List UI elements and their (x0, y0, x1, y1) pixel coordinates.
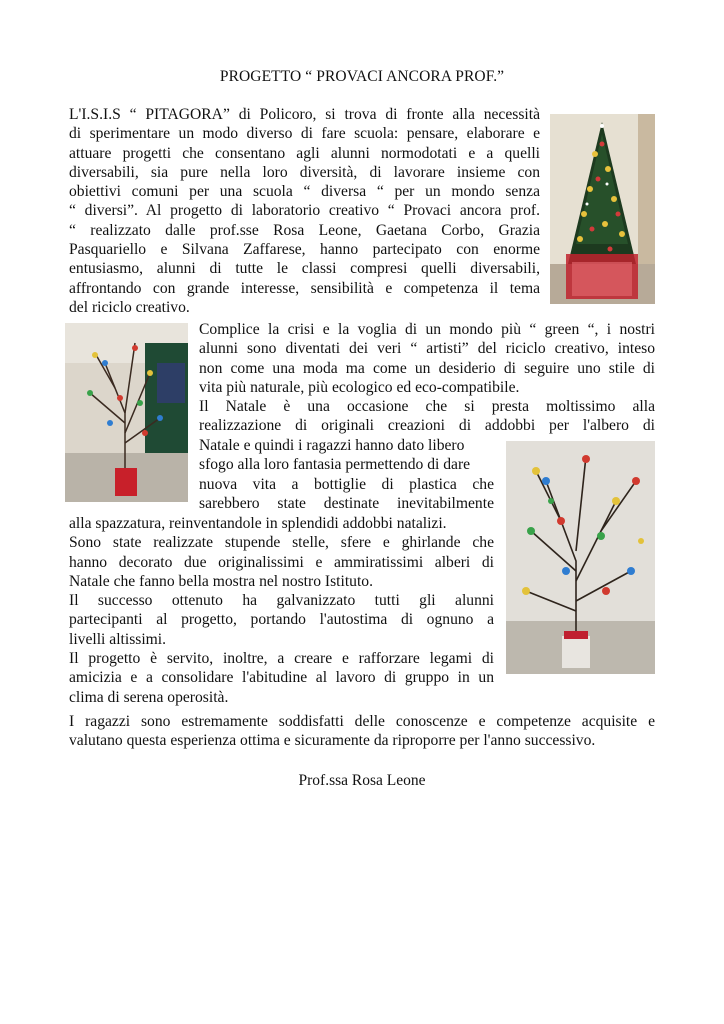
results-paragraph (69, 514, 494, 707)
branch-tree-photo-left (65, 323, 188, 502)
text-line: livelli altissimi. (69, 630, 167, 648)
page-title: PROGETTO “ PROVACI ANCORA PROF.” (219, 68, 505, 85)
signature: Prof.ssa Rosa Leone (298, 772, 426, 789)
text-line: hanno decorato due originalissimi e ammiratissimi alberi di (69, 553, 494, 571)
text-line: valutano questa esperienza ottima e sicuramente da riproporre per l'anno successivo. (69, 732, 596, 750)
text-line: affrontando con grande interesse, sensibilità e competenza il tema (69, 279, 540, 297)
text-line: entusiasmo, alunni di tutte le classi compresi quelli diversabili, (69, 260, 540, 278)
text-line: clima di serena operosità. (69, 688, 229, 706)
text-line: Sono state realizzate stupende stelle, sfere e ghirlande che (69, 534, 494, 552)
branch-tree-photo-right (506, 441, 655, 674)
text-line: nuova vita a bottiglie di plastica che (199, 475, 494, 493)
text-line: del riciclo creativo. (69, 298, 190, 316)
text-line: Il progetto è servito, inoltre, a creare e rafforzare legami di (69, 650, 494, 668)
natale-paragraph (199, 436, 494, 513)
text-line: realizzazione di originali creazioni di addobbi per l'albero di (199, 417, 655, 435)
text-line: di sperimentare un modo diverso di fare scuola: pensare, elaborare e (69, 125, 540, 143)
text-line: Complice la crisi e la voglia di un mondo più “ green “, i nostri (199, 321, 655, 338)
text-line: Natale che fanno bella mostra nel nostro Istituto. (69, 572, 373, 590)
text-line: diversabili, sia pure nella loro diversità, di lavorare insieme con (69, 163, 540, 181)
text-line: I ragazzi sono estremamente soddisfatti delle conoscenze e competenze acquisite e (69, 713, 655, 730)
text-line: amicizia e a consolidare l'abitudine al lavoro di gruppo in un (69, 669, 494, 687)
text-line: Natale e quindi i ragazzi hanno dato libero (199, 437, 465, 454)
text-line: “ realizzato dalle prof.sse Rosa Leone, Gaetana Corbo, Grazia (69, 221, 540, 239)
text-line: obiettivi comuni per una scuola “ diversa “ per un mondo senza (69, 183, 540, 201)
text-line: sfogo alla loro fantasia permettendo di dare (199, 456, 471, 474)
text-line: “ diversi”. Al progetto di laboratorio creativo “ Provaci ancora prof. (69, 202, 540, 220)
text-line: Il Natale è una occasione che si presta moltissimo alla (199, 398, 655, 416)
text-line: sarebbero state destinate inevitabilmente (199, 494, 494, 512)
text-line: Il successo ottenuto ha galvanizzato tutti gli alunni (69, 592, 494, 610)
text-line: attuare progetti che consentano agli alunni normodotati e a quelli (69, 144, 540, 162)
green-paragraph (199, 320, 655, 436)
text-line: alunni sono diventati dei veri “ artisti” del riciclo creativo, inteso (199, 340, 655, 358)
christmas-tree-photo (550, 114, 655, 304)
text-line: vita più naturale, più ecologico ed eco-compatibile. (199, 378, 520, 396)
intro-paragraph (69, 105, 540, 317)
text-line: partecipanti al progetto, portando l'autostima di ognuno a (69, 611, 494, 629)
text-line: Pasquariello e Silvana Zaffarese, hanno partecipato con enorme (69, 241, 540, 259)
text-line: alla spazzatura, reinventandole in splendidi addobbi natalizi. (69, 515, 447, 532)
closing-paragraph (69, 712, 655, 751)
text-line: non come una moda ma come un desiderio di seguire uno stile di (199, 359, 655, 377)
text-line: L'I.S.I.S “ PITAGORA” di Policoro, si trova di fronte alla necessità (69, 106, 540, 123)
